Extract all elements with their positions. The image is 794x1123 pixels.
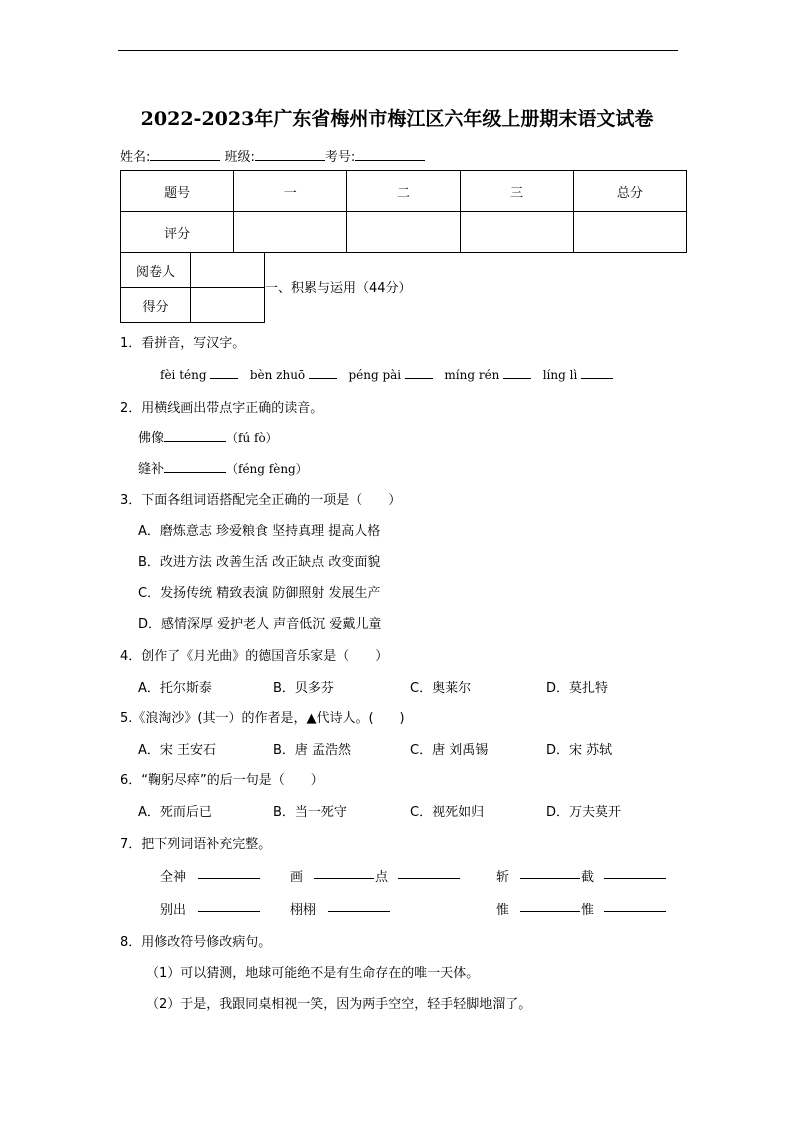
grader-score-label: 得分 bbox=[121, 288, 191, 323]
page-title: 2022-2023年广东省梅州市梅江区六年级上册期末语文试卷 bbox=[140, 108, 654, 130]
q3-option[interactable]: A．磨炼意志 珍爱粮食 坚持真理 提高人格 bbox=[138, 524, 381, 539]
answer-blank[interactable] bbox=[198, 899, 260, 912]
question-8-stem: 8．用修改符号修改病句。 bbox=[120, 935, 272, 950]
question-2-item bbox=[138, 458, 308, 477]
pinyin-item: míng rén bbox=[444, 368, 500, 382]
pinyin-item: líng lì bbox=[542, 368, 578, 382]
answer-blank[interactable] bbox=[503, 366, 531, 379]
q2-options: （fú fò） bbox=[226, 431, 278, 445]
score-table bbox=[120, 170, 687, 253]
q5-option[interactable]: C．唐 刘禹锡 bbox=[410, 743, 489, 758]
score-table-row bbox=[121, 212, 687, 253]
q5-option[interactable]: B．唐 孟浩然 bbox=[273, 743, 352, 758]
question-1-stem: 1．看拼音，写汉字。 bbox=[120, 336, 246, 351]
answer-blank[interactable] bbox=[520, 899, 580, 912]
score-cell[interactable] bbox=[347, 212, 460, 253]
q7-word: 画 bbox=[290, 870, 304, 885]
answer-blank[interactable] bbox=[314, 866, 374, 879]
q5-option[interactable]: D．宋 苏轼 bbox=[546, 743, 613, 758]
q5-option[interactable]: A．宋 王安石 bbox=[138, 743, 217, 758]
reviewer-cell[interactable] bbox=[191, 253, 265, 288]
answer-blank[interactable] bbox=[164, 460, 226, 473]
name-label: 姓名: bbox=[120, 150, 151, 165]
question-7-stem: 7．把下列词语补充完整。 bbox=[120, 837, 272, 852]
score-header-cell: 一 bbox=[234, 171, 347, 212]
score-row-label: 评分 bbox=[121, 212, 234, 253]
answer-blank[interactable] bbox=[398, 866, 460, 879]
answer-blank[interactable] bbox=[198, 866, 260, 879]
name-blank[interactable] bbox=[150, 148, 220, 161]
q7-word: 惟 bbox=[496, 903, 510, 918]
answer-blank[interactable] bbox=[309, 366, 337, 379]
score-cell[interactable] bbox=[573, 212, 686, 253]
score-table-header-row bbox=[121, 171, 687, 212]
q7-word: 点 bbox=[375, 870, 389, 885]
q7-word: 别出 bbox=[160, 903, 187, 918]
score-cell[interactable] bbox=[234, 212, 347, 253]
class-label: 班级: bbox=[224, 150, 255, 165]
answer-blank[interactable] bbox=[328, 899, 390, 912]
score-cell[interactable] bbox=[460, 212, 573, 253]
exam-no-label: 考号: bbox=[324, 150, 356, 165]
q3-option[interactable]: C．发扬传统 精致表演 防御照射 发展生产 bbox=[138, 586, 381, 601]
answer-blank[interactable] bbox=[210, 366, 238, 379]
answer-blank[interactable] bbox=[164, 429, 226, 442]
answer-blank[interactable] bbox=[581, 366, 613, 379]
q2-options: （féng fèng） bbox=[226, 462, 308, 476]
q7-word: 栩栩 bbox=[290, 903, 317, 918]
score-header-cell: 总分 bbox=[573, 171, 686, 212]
answer-blank[interactable] bbox=[405, 366, 433, 379]
q3-option[interactable]: D．感情深厚 爱护老人 声音低沉 爱戴儿童 bbox=[138, 617, 382, 632]
question-5-stem: 5.《浪淘沙》(其一）的作者是，▲代诗人。( ) bbox=[120, 711, 405, 726]
answer-blank[interactable] bbox=[604, 899, 666, 912]
q2-word: 佛像 bbox=[138, 431, 165, 446]
q6-option[interactable]: B．当一死守 bbox=[273, 805, 347, 820]
q4-option[interactable]: D．莫扎特 bbox=[546, 681, 609, 696]
pinyin-item: fèi téng bbox=[160, 368, 207, 382]
q7-word: 惟 bbox=[581, 903, 595, 918]
q8-sentence: （2）于是，我跟同桌相视一笑，因为两手空空，轻手轻脚地溜了。 bbox=[146, 997, 532, 1012]
q4-option[interactable]: A．托尔斯泰 bbox=[138, 681, 212, 696]
q4-option[interactable]: B．贝多芬 bbox=[273, 681, 334, 696]
q7-word: 斩 bbox=[496, 870, 510, 885]
q6-option[interactable]: C．视死如归 bbox=[410, 805, 485, 820]
exam-no-blank[interactable] bbox=[355, 148, 425, 161]
class-blank[interactable] bbox=[255, 148, 325, 161]
q4-option[interactable]: C．奥莱尔 bbox=[410, 681, 472, 696]
score-header-cell: 三 bbox=[460, 171, 573, 212]
question-1-pinyin-row bbox=[160, 366, 613, 382]
q3-option[interactable]: B．改进方法 改善生活 改正缺点 改变面貌 bbox=[138, 555, 381, 570]
answer-blank[interactable] bbox=[520, 866, 580, 879]
header-rule bbox=[118, 50, 678, 51]
student-info bbox=[120, 146, 425, 165]
q7-word: 全神 bbox=[160, 870, 187, 885]
grader-box bbox=[120, 252, 265, 323]
q8-sentence: （1）可以猜测，地球可能绝不是有生命存在的唯一天体。 bbox=[146, 966, 480, 981]
pinyin-item: bèn zhuō bbox=[249, 368, 306, 382]
question-2-stem: 2．用横线画出带点字正确的读音。 bbox=[120, 401, 324, 416]
q2-word: 缝补 bbox=[138, 462, 165, 477]
question-4-stem: 4．创作了《月光曲》的德国音乐家是（ ） bbox=[120, 649, 389, 664]
q6-option[interactable]: A．死而后已 bbox=[138, 805, 212, 820]
score-header-cell: 二 bbox=[347, 171, 460, 212]
pinyin-item: péng pài bbox=[348, 368, 402, 382]
reviewer-label: 阅卷人 bbox=[121, 253, 191, 288]
grader-score-cell[interactable] bbox=[191, 288, 265, 323]
score-header-cell: 题号 bbox=[121, 171, 234, 212]
question-3-stem: 3．下面各组词语搭配完全正确的一项是（ ） bbox=[120, 493, 402, 508]
question-2-item bbox=[138, 427, 278, 446]
answer-blank[interactable] bbox=[604, 866, 666, 879]
q7-word: 截 bbox=[581, 870, 595, 885]
section-heading: 一、积累与运用（44分） bbox=[265, 281, 412, 296]
question-6-stem: 6．“鞠躬尽瘁”的后一句是（ ） bbox=[120, 773, 324, 788]
q6-option[interactable]: D．万夫莫开 bbox=[546, 805, 622, 820]
